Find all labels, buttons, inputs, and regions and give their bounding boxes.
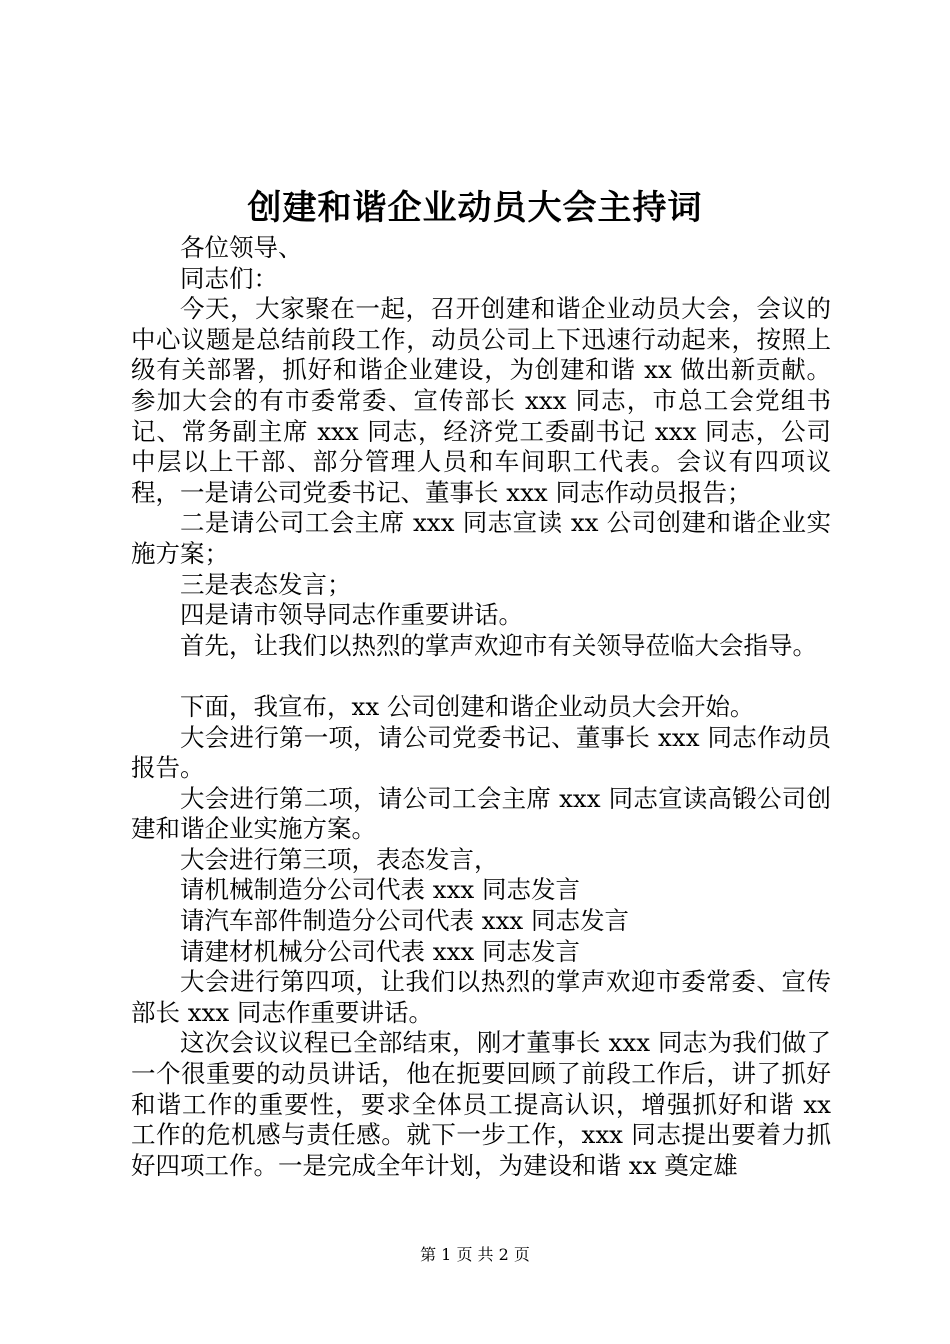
paragraph: 二是请公司工会主席 xxx 同志宣读 xx 公司创建和谐企业实施方案； bbox=[131, 508, 831, 568]
paragraph: 同志们： bbox=[180, 263, 278, 293]
paragraph: 大会进行第三项，表态发言， bbox=[180, 844, 499, 874]
paragraph: 四是请市领导同志作重要讲话。 bbox=[180, 600, 523, 630]
paragraph: 大会进行第二项，请公司工会主席 xxx 同志宣读高锻公司创建和谐企业实施方案。 bbox=[131, 783, 831, 844]
paragraph: 三是表态发言； bbox=[180, 569, 352, 599]
paragraph: 各位领导、 bbox=[180, 233, 303, 262]
paragraph: 首先，让我们以热烈的掌声欢迎市有关领导莅临大会指导。 bbox=[180, 630, 817, 660]
paragraph: 大会进行第四项，让我们以热烈的掌声欢迎市委常委、宣传部长 xxx 同志作重要讲话。 bbox=[131, 967, 831, 1027]
paragraph: 今天，大家聚在一起，召开创建和谐企业动员大会，会议的中心议题是总结前段工作，动员公司上下迅速行动起来，按照上级有关部署，抓好和谐企业建设，为创建和谐 xx 做出新贡献。参加大会的有市委常委、宣传部长 xxx 同志，市总工会党组书记、常务副主席 xxx 同志，经济党工委副书记 xxx 同志，公司中层以上干部、部分管理人员和车间职工代表。会议有四项议程，一是请公司党委书记、董事长 xxx 同志作动员报告； bbox=[131, 294, 831, 507]
paragraph: 请建材机械分公司代表 xxx 同志发言 bbox=[180, 936, 581, 966]
document-body bbox=[131, 233, 831, 1181]
paragraph: 请汽车部件制造分公司代表 xxx 同志发言 bbox=[180, 906, 630, 936]
paragraph: 这次会议议程已全部结束，刚才董事长 xxx 同志为我们做了一个很重要的动员讲话，他在扼要回顾了前段工作后，讲了抓好和谐工作的重要性，要求全体员工提高认识，增强抓好和谐 xx 工作的危机感与责任感。就下一步工作，xxx 同志提出要着力抓好四项工作。一是完成全年计划，为建设和谐 xx 奠定雄 bbox=[131, 1028, 831, 1180]
page-footer: 第 1 页 共 2 页 bbox=[420, 1245, 530, 1264]
document-title: 创建和谐企业动员大会主持词 bbox=[247, 188, 703, 228]
paragraph: 大会进行第一项，请公司党委书记、董事长 xxx 同志作动员报告。 bbox=[131, 722, 831, 783]
paragraph: 下面，我宣布，xx 公司创建和谐企业动员大会开始。 bbox=[180, 691, 755, 721]
paragraph: 请机械制造分公司代表 xxx 同志发言 bbox=[180, 875, 581, 905]
